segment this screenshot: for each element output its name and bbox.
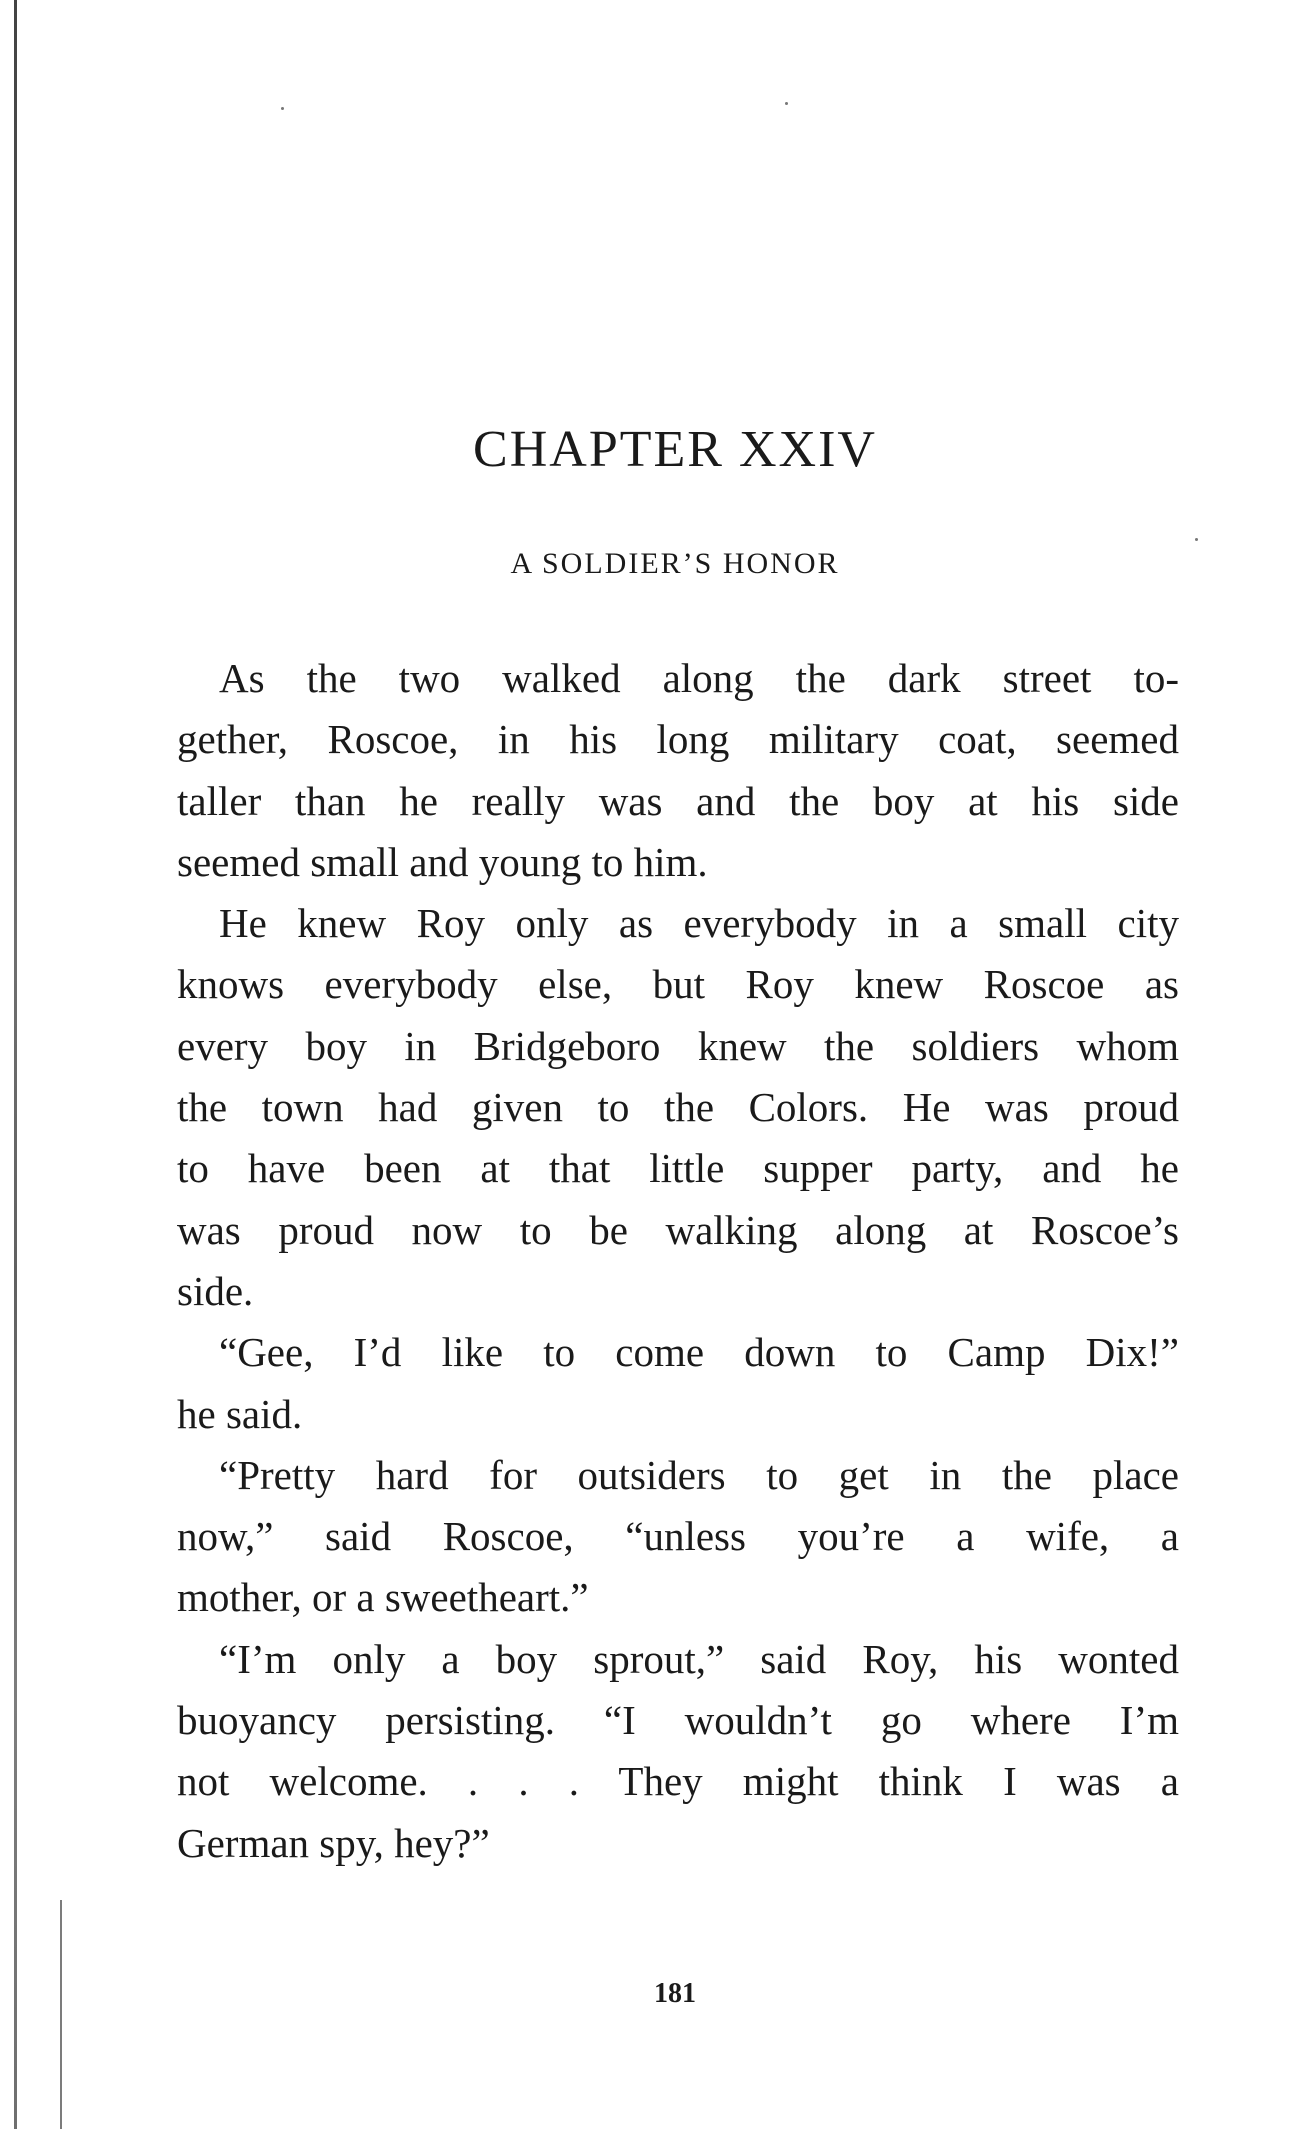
text-line: to have been at that little supper party, and he	[177, 1145, 1179, 1192]
body-text	[177, 648, 1179, 1874]
text-line: German spy, hey?”	[177, 1819, 490, 1866]
text-line: “Pretty hard for outsiders to get in the place	[219, 1451, 1179, 1498]
text-line: gether, Roscoe, in his long military coat, seemed	[177, 716, 1179, 763]
text-line: side.	[177, 1267, 254, 1314]
text-line: buoyancy persisting. “I wouldn’t go where I’m	[177, 1697, 1179, 1744]
text-line: every boy in Bridgeboro knew the soldiers whom	[177, 1022, 1179, 1069]
binding-edge-line-lower	[60, 1900, 62, 2129]
page-number: 181	[654, 1978, 696, 2009]
scan-speck	[1195, 538, 1198, 541]
scan-speck	[785, 102, 788, 105]
text-line: As the two walked along the dark street to-	[219, 655, 1179, 701]
text-line: he said.	[177, 1390, 303, 1437]
text-line: He knew Roy only as everybody in a small city	[219, 900, 1179, 947]
text-line: knows everybody else, but Roy knew Roscoe as	[177, 961, 1179, 1008]
text-line: now,” said Roscoe, “unless you’re a wife, a	[177, 1513, 1179, 1560]
scan-speck	[281, 107, 284, 110]
text-line: taller than he really was and the boy at his side	[177, 777, 1179, 824]
text-line: “Gee, I’d like to come down to Camp Dix!”	[219, 1329, 1179, 1376]
chapter-title: CHAPTER XXIV	[473, 421, 877, 478]
text-line: mother, or a sweetheart.”	[177, 1574, 589, 1621]
binding-edge-line	[14, 0, 17, 2129]
text-line: “I’m only a boy sprout,” said Roy, his wonted	[219, 1635, 1179, 1682]
text-line: the town had given to the Colors. He was proud	[177, 1084, 1179, 1131]
text-line: was proud now to be walking along at Roscoe’s	[177, 1206, 1179, 1253]
text-line: not welcome. . . . They might think I was a	[177, 1758, 1179, 1805]
text-line: seemed small and young to him.	[177, 838, 708, 885]
chapter-subtitle: A SOLDIER’S HONOR	[510, 547, 840, 580]
